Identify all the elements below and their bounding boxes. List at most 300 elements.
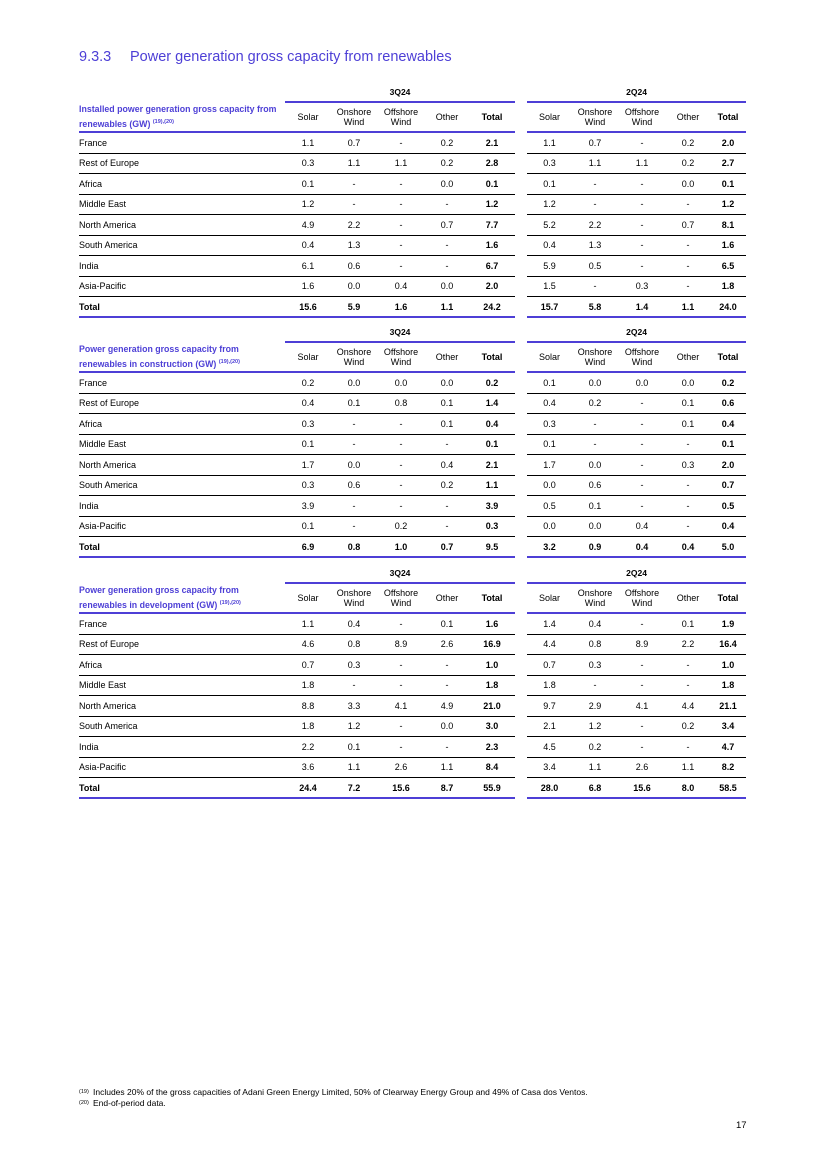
- gap-cell: [515, 634, 527, 655]
- value-cell: 0.5: [572, 256, 618, 277]
- value-cell: 0.1: [572, 496, 618, 517]
- value-cell: 0.4: [527, 393, 572, 414]
- value-cell: 0.2: [666, 716, 710, 737]
- value-cell: -: [572, 276, 618, 297]
- period-label: 2Q24: [527, 82, 746, 102]
- value-cell: 0.1: [331, 737, 377, 758]
- gap-cell: [515, 778, 527, 799]
- value-cell: 0.3: [331, 655, 377, 676]
- value-cell: 0.7: [710, 475, 746, 496]
- column-header: Other: [666, 583, 710, 613]
- value-cell: -: [572, 194, 618, 215]
- value-cell: 5.2: [527, 215, 572, 236]
- value-cell: 0.4: [572, 613, 618, 634]
- footnotes: [79, 1087, 588, 1109]
- value-cell: 2.2: [331, 215, 377, 236]
- row-label: North America: [79, 696, 285, 717]
- gap-cell: [515, 342, 527, 372]
- value-cell: 0.4: [425, 455, 469, 476]
- value-cell: 0.5: [527, 496, 572, 517]
- column-header: Offshore Wind: [618, 102, 666, 132]
- total-cell: 15.6: [285, 297, 331, 318]
- column-header: Solar: [527, 102, 572, 132]
- value-cell: 1.4: [469, 393, 515, 414]
- value-cell: 7.7: [469, 215, 515, 236]
- gap-cell: [515, 583, 527, 613]
- value-cell: 2.1: [469, 132, 515, 153]
- total-cell: 0.7: [425, 537, 469, 558]
- value-cell: 1.5: [527, 276, 572, 297]
- value-cell: 3.0: [469, 716, 515, 737]
- value-cell: 0.1: [710, 434, 746, 455]
- value-cell: 1.3: [572, 235, 618, 256]
- value-cell: 0.0: [425, 174, 469, 195]
- blank-cell: [79, 563, 285, 583]
- table-row: [79, 235, 746, 256]
- value-cell: -: [572, 434, 618, 455]
- value-cell: -: [618, 655, 666, 676]
- value-cell: -: [331, 675, 377, 696]
- table-row: [79, 434, 746, 455]
- table-row: [79, 613, 746, 634]
- value-cell: 2.6: [618, 757, 666, 778]
- period-row: [79, 563, 746, 583]
- value-cell: 1.1: [572, 757, 618, 778]
- value-cell: -: [618, 215, 666, 236]
- column-header: Onshore Wind: [572, 102, 618, 132]
- value-cell: 0.7: [572, 132, 618, 153]
- row-label: Rest of Europe: [79, 634, 285, 655]
- value-cell: 1.8: [469, 675, 515, 696]
- value-cell: 3.6: [285, 757, 331, 778]
- column-header: Offshore Wind: [377, 583, 425, 613]
- table-row: [79, 276, 746, 297]
- value-cell: -: [666, 675, 710, 696]
- value-cell: -: [377, 496, 425, 517]
- value-cell: 6.1: [285, 256, 331, 277]
- value-cell: 0.1: [527, 434, 572, 455]
- gap-cell: [515, 372, 527, 393]
- total-cell: 0.9: [572, 537, 618, 558]
- footnote-ref: (19),(20): [152, 118, 174, 125]
- row-label: Asia-Pacific: [79, 757, 285, 778]
- value-cell: 0.1: [469, 174, 515, 195]
- value-cell: 1.2: [710, 194, 746, 215]
- value-cell: 3.9: [285, 496, 331, 517]
- value-cell: 8.9: [618, 634, 666, 655]
- value-cell: 0.8: [331, 634, 377, 655]
- value-cell: 2.0: [710, 455, 746, 476]
- value-cell: 0.8: [377, 393, 425, 414]
- gap-cell: [515, 434, 527, 455]
- value-cell: 0.0: [527, 516, 572, 537]
- column-header: Solar: [285, 342, 331, 372]
- column-header: Offshore Wind: [377, 102, 425, 132]
- table-row: [79, 675, 746, 696]
- value-cell: 0.4: [527, 235, 572, 256]
- value-cell: 0.1: [285, 174, 331, 195]
- column-header: Onshore Wind: [331, 102, 377, 132]
- gap-cell: [515, 256, 527, 277]
- value-cell: -: [666, 194, 710, 215]
- value-cell: -: [425, 496, 469, 517]
- value-cell: -: [666, 516, 710, 537]
- row-label: Africa: [79, 414, 285, 435]
- total-cell: 24.2: [469, 297, 515, 318]
- value-cell: 0.0: [377, 372, 425, 393]
- value-cell: 0.0: [666, 372, 710, 393]
- value-cell: -: [331, 496, 377, 517]
- page-number: 17: [736, 1120, 747, 1131]
- value-cell: -: [666, 655, 710, 676]
- value-cell: 0.4: [618, 516, 666, 537]
- column-header: Onshore Wind: [331, 342, 377, 372]
- value-cell: -: [377, 434, 425, 455]
- value-cell: 1.7: [285, 455, 331, 476]
- gap-cell: [515, 475, 527, 496]
- value-cell: -: [331, 414, 377, 435]
- value-cell: 8.4: [469, 757, 515, 778]
- value-cell: 1.8: [285, 716, 331, 737]
- value-cell: -: [666, 475, 710, 496]
- value-cell: 1.6: [285, 276, 331, 297]
- value-cell: 0.2: [666, 153, 710, 174]
- value-cell: 0.0: [331, 372, 377, 393]
- development-capacity-table: [79, 563, 746, 799]
- gap-cell: [515, 82, 527, 102]
- total-row: [79, 537, 746, 558]
- value-cell: -: [425, 235, 469, 256]
- value-cell: -: [377, 194, 425, 215]
- value-cell: -: [331, 434, 377, 455]
- table-row: [79, 475, 746, 496]
- row-label: South America: [79, 475, 285, 496]
- row-label: South America: [79, 716, 285, 737]
- value-cell: -: [618, 256, 666, 277]
- value-cell: -: [377, 174, 425, 195]
- gap-cell: [515, 563, 527, 583]
- value-cell: 1.1: [331, 153, 377, 174]
- value-cell: -: [425, 256, 469, 277]
- value-cell: -: [377, 132, 425, 153]
- value-cell: -: [666, 276, 710, 297]
- value-cell: 0.2: [285, 372, 331, 393]
- table-row: [79, 696, 746, 717]
- column-header: Onshore Wind: [331, 583, 377, 613]
- table-title: [79, 583, 285, 613]
- value-cell: 8.2: [710, 757, 746, 778]
- value-cell: -: [425, 737, 469, 758]
- value-cell: 0.7: [425, 215, 469, 236]
- value-cell: 0.2: [666, 132, 710, 153]
- column-header-row: [79, 102, 746, 132]
- footnote-20: $^{(20)}$ End-of-period data.: [79, 1098, 166, 1108]
- value-cell: 0.2: [425, 475, 469, 496]
- value-cell: -: [377, 655, 425, 676]
- total-cell: 24.0: [710, 297, 746, 318]
- value-cell: -: [618, 414, 666, 435]
- gap-cell: [515, 537, 527, 558]
- value-cell: 1.0: [710, 655, 746, 676]
- value-cell: 2.2: [666, 634, 710, 655]
- value-cell: -: [618, 675, 666, 696]
- row-label: Middle East: [79, 194, 285, 215]
- value-cell: 0.0: [572, 516, 618, 537]
- value-cell: -: [377, 235, 425, 256]
- total-cell: 8.0: [666, 778, 710, 799]
- value-cell: 1.1: [527, 132, 572, 153]
- value-cell: -: [377, 256, 425, 277]
- footnote-19: $^{(19)}$ Includes 20% of the gross capacities of Adani Green Energy Limited, 50% of Clearway Energy Group and 49% of Casa dos Ventos.: [79, 1087, 588, 1097]
- gap-cell: [515, 737, 527, 758]
- footnote-ref: (19),(20): [219, 599, 241, 606]
- column-header: Total: [469, 583, 515, 613]
- value-cell: 2.0: [469, 276, 515, 297]
- value-cell: 5.9: [527, 256, 572, 277]
- value-cell: 0.2: [425, 132, 469, 153]
- gap-cell: [515, 516, 527, 537]
- row-label: Total: [79, 778, 285, 799]
- total-cell: 0.4: [618, 537, 666, 558]
- value-cell: 0.3: [618, 276, 666, 297]
- column-header: Total: [469, 342, 515, 372]
- section-title: Power generation gross capacity from renewables: [130, 49, 452, 65]
- value-cell: 1.8: [710, 276, 746, 297]
- table-row: [79, 153, 746, 174]
- value-cell: 0.1: [285, 434, 331, 455]
- value-cell: 0.2: [710, 372, 746, 393]
- value-cell: 4.9: [425, 696, 469, 717]
- value-cell: -: [331, 174, 377, 195]
- value-cell: -: [572, 414, 618, 435]
- row-label: Asia-Pacific: [79, 276, 285, 297]
- value-cell: 0.0: [331, 276, 377, 297]
- value-cell: -: [618, 455, 666, 476]
- column-header: Other: [666, 342, 710, 372]
- total-cell: 1.1: [666, 297, 710, 318]
- row-label: South America: [79, 235, 285, 256]
- value-cell: 2.3: [469, 737, 515, 758]
- value-cell: 2.2: [572, 215, 618, 236]
- value-cell: 0.0: [425, 276, 469, 297]
- gap-cell: [515, 153, 527, 174]
- value-cell: -: [425, 434, 469, 455]
- value-cell: 0.0: [572, 455, 618, 476]
- value-cell: -: [377, 675, 425, 696]
- table-title-text: Installed power generation gross capacity from renewables (GW): [79, 103, 277, 129]
- row-label: Total: [79, 537, 285, 558]
- value-cell: -: [425, 655, 469, 676]
- period-label: 3Q24: [285, 563, 515, 583]
- value-cell: 0.1: [666, 393, 710, 414]
- total-cell: 1.0: [377, 537, 425, 558]
- value-cell: 1.2: [469, 194, 515, 215]
- row-label: France: [79, 372, 285, 393]
- value-cell: 0.3: [666, 455, 710, 476]
- row-label: India: [79, 256, 285, 277]
- column-header-row: [79, 583, 746, 613]
- gap-cell: [515, 393, 527, 414]
- row-label: Middle East: [79, 675, 285, 696]
- total-row: [79, 778, 746, 799]
- value-cell: 1.2: [527, 194, 572, 215]
- value-cell: 0.6: [572, 475, 618, 496]
- column-header: Total: [710, 583, 746, 613]
- total-cell: 9.5: [469, 537, 515, 558]
- value-cell: 0.6: [331, 475, 377, 496]
- value-cell: 0.3: [527, 414, 572, 435]
- total-cell: 1.6: [377, 297, 425, 318]
- value-cell: 4.5: [527, 737, 572, 758]
- value-cell: 3.4: [710, 716, 746, 737]
- period-row: [79, 82, 746, 102]
- value-cell: 2.6: [425, 634, 469, 655]
- total-cell: 0.8: [331, 537, 377, 558]
- value-cell: -: [618, 194, 666, 215]
- value-cell: 0.0: [572, 372, 618, 393]
- value-cell: 8.8: [285, 696, 331, 717]
- value-cell: 0.0: [527, 475, 572, 496]
- value-cell: 1.4: [527, 613, 572, 634]
- table-row: [79, 516, 746, 537]
- value-cell: -: [618, 496, 666, 517]
- gap-cell: [515, 696, 527, 717]
- value-cell: -: [377, 414, 425, 435]
- table-row: [79, 372, 746, 393]
- value-cell: 4.4: [527, 634, 572, 655]
- row-label: North America: [79, 215, 285, 236]
- value-cell: 0.1: [285, 516, 331, 537]
- value-cell: 0.7: [666, 215, 710, 236]
- gap-cell: [515, 235, 527, 256]
- value-cell: 2.1: [469, 455, 515, 476]
- gap-cell: [515, 496, 527, 517]
- column-header: Solar: [527, 342, 572, 372]
- row-label: France: [79, 132, 285, 153]
- value-cell: 1.1: [377, 153, 425, 174]
- value-cell: 0.4: [285, 235, 331, 256]
- value-cell: 0.2: [572, 737, 618, 758]
- column-header: Offshore Wind: [377, 342, 425, 372]
- row-label: Rest of Europe: [79, 153, 285, 174]
- gap-cell: [515, 322, 527, 342]
- table-row: [79, 256, 746, 277]
- value-cell: 4.9: [285, 215, 331, 236]
- column-header: Onshore Wind: [572, 342, 618, 372]
- column-header: Total: [710, 342, 746, 372]
- column-header: Other: [666, 102, 710, 132]
- value-cell: 0.7: [285, 655, 331, 676]
- value-cell: 1.9: [710, 613, 746, 634]
- value-cell: -: [618, 737, 666, 758]
- column-header: Solar: [285, 583, 331, 613]
- gap-cell: [515, 215, 527, 236]
- row-label: India: [79, 737, 285, 758]
- value-cell: 0.0: [618, 372, 666, 393]
- construction-capacity-table: [79, 322, 746, 558]
- column-header: Onshore Wind: [572, 583, 618, 613]
- value-cell: 9.7: [527, 696, 572, 717]
- value-cell: -: [618, 174, 666, 195]
- total-cell: 28.0: [527, 778, 572, 799]
- footnote-ref: (19),(20): [218, 358, 240, 365]
- value-cell: 0.1: [666, 414, 710, 435]
- total-cell: 55.9: [469, 778, 515, 799]
- table-row: [79, 716, 746, 737]
- value-cell: 0.1: [710, 174, 746, 195]
- value-cell: 0.1: [527, 372, 572, 393]
- column-header: Other: [425, 102, 469, 132]
- row-label: Rest of Europe: [79, 393, 285, 414]
- total-cell: 5.0: [710, 537, 746, 558]
- value-cell: 0.4: [285, 393, 331, 414]
- total-cell: 1.4: [618, 297, 666, 318]
- value-cell: 0.1: [425, 613, 469, 634]
- value-cell: 0.2: [572, 393, 618, 414]
- value-cell: 1.2: [285, 194, 331, 215]
- gap-cell: [515, 174, 527, 195]
- value-cell: 0.7: [331, 132, 377, 153]
- value-cell: 1.1: [618, 153, 666, 174]
- value-cell: -: [666, 235, 710, 256]
- table-row: [79, 455, 746, 476]
- value-cell: -: [377, 737, 425, 758]
- value-cell: 0.2: [425, 153, 469, 174]
- value-cell: -: [377, 475, 425, 496]
- value-cell: 1.8: [285, 675, 331, 696]
- column-header-row: [79, 342, 746, 372]
- gap-cell: [515, 297, 527, 318]
- value-cell: 0.0: [425, 372, 469, 393]
- table-row: [79, 194, 746, 215]
- value-cell: -: [377, 455, 425, 476]
- value-cell: 1.1: [425, 757, 469, 778]
- section-heading: [79, 49, 452, 65]
- value-cell: -: [572, 174, 618, 195]
- value-cell: 0.0: [666, 174, 710, 195]
- column-header: Total: [710, 102, 746, 132]
- value-cell: 16.9: [469, 634, 515, 655]
- total-cell: 0.4: [666, 537, 710, 558]
- value-cell: 1.1: [285, 613, 331, 634]
- gap-cell: [515, 102, 527, 132]
- value-cell: -: [618, 393, 666, 414]
- value-cell: 8.9: [377, 634, 425, 655]
- value-cell: 1.1: [331, 757, 377, 778]
- value-cell: 21.0: [469, 696, 515, 717]
- value-cell: 4.4: [666, 696, 710, 717]
- gap-cell: [515, 613, 527, 634]
- value-cell: 1.1: [666, 757, 710, 778]
- table-title: [79, 342, 285, 372]
- value-cell: -: [618, 613, 666, 634]
- value-cell: -: [331, 194, 377, 215]
- value-cell: -: [618, 132, 666, 153]
- value-cell: 2.7: [710, 153, 746, 174]
- value-cell: 0.1: [425, 414, 469, 435]
- value-cell: -: [618, 475, 666, 496]
- gap-cell: [515, 675, 527, 696]
- value-cell: 1.2: [331, 716, 377, 737]
- table-row: [79, 414, 746, 435]
- value-cell: -: [666, 434, 710, 455]
- table-row: [79, 132, 746, 153]
- value-cell: 1.6: [710, 235, 746, 256]
- value-cell: 0.2: [469, 372, 515, 393]
- table-title: [79, 102, 285, 132]
- value-cell: 1.1: [469, 475, 515, 496]
- table-title-text: Power generation gross capacity from renewables in construction (GW): [79, 343, 239, 369]
